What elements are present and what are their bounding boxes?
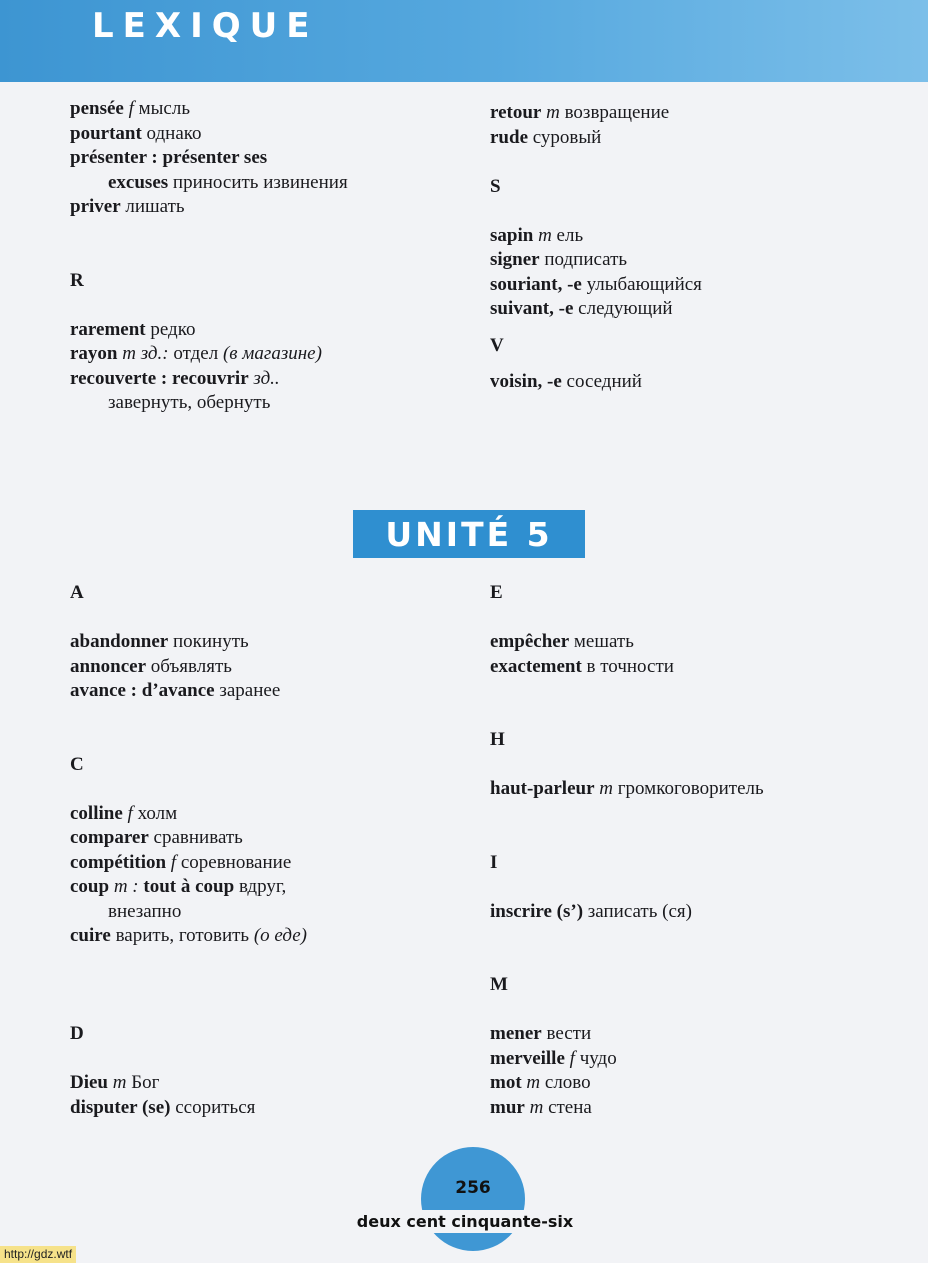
page-title: LEXIQUE	[92, 6, 319, 46]
glossary-entry: souriant, -e улыбающийся	[490, 273, 702, 295]
letter-heading: S	[490, 175, 501, 197]
page-number-circle	[421, 1147, 525, 1251]
glossary-entry-continuation: внезапно	[108, 900, 182, 922]
glossary-column-bottom-right	[490, 581, 910, 1120]
glossary-entry: recouverte : recouvrir зд..	[70, 367, 280, 389]
letter-heading: A	[70, 582, 84, 603]
glossary-entry: empêcher мешать	[490, 631, 634, 652]
glossary-entry: priver лишать	[70, 196, 185, 217]
glossary-entry: mur m стена	[490, 1096, 592, 1118]
glossary-entry: exactement в точности	[490, 655, 674, 677]
watermark-link[interactable]: http://gdz.wtf	[0, 1246, 76, 1263]
glossary-entry: retour m возвращение	[490, 102, 670, 123]
glossary-entry: voisin, -e соседний	[490, 371, 642, 392]
glossary-column-top-left	[70, 97, 470, 416]
letter-heading: M	[490, 974, 508, 995]
glossary-entry: colline f холм	[70, 802, 178, 824]
glossary-entry-continuation: завернуть, обернуть	[108, 392, 271, 413]
glossary-entry: abandonner покинуть	[70, 631, 249, 652]
glossary-entry: comparer сравнивать	[70, 827, 243, 848]
glossary-entry: rayon m зд.: отдел (в магазине)	[70, 343, 322, 364]
glossary-entry: pensée f мысль	[70, 98, 190, 119]
glossary-entry-continuation: excuses приносить извинения	[108, 171, 348, 193]
letter-heading: R	[70, 269, 84, 291]
unit-badge: UNITÉ 5	[353, 510, 585, 558]
letter-heading: C	[70, 753, 84, 775]
letter-heading: V	[490, 334, 504, 356]
glossary-entry: sapin m ель	[490, 224, 584, 246]
glossary-column-bottom-left	[70, 581, 470, 1120]
glossary-entry: disputer (se) ссориться	[70, 1096, 256, 1118]
glossary-entry: rarement редко	[70, 318, 196, 340]
glossary-entry: compétition f соревнование	[70, 851, 292, 873]
glossary-entry: signer подписать	[490, 249, 628, 270]
letter-heading: E	[490, 582, 503, 603]
glossary-entry: avance : d’avance заранее	[70, 680, 281, 701]
glossary-entry: Dieu m Бог	[70, 1072, 160, 1093]
letter-heading: H	[490, 729, 505, 750]
glossary-entry: mot m слово	[490, 1072, 591, 1093]
page-number-words: deux cent cinquante-six	[330, 1210, 600, 1233]
glossary-entry: rude суровый	[490, 126, 602, 148]
header-band	[0, 0, 928, 82]
glossary-entry: pourtant однако	[70, 122, 202, 144]
page-number: 256	[455, 1178, 491, 1198]
glossary-entry: présenter : présenter ses	[70, 147, 268, 168]
glossary-entry: annoncer объявлять	[70, 655, 232, 677]
glossary-entry: inscrire (s’) записать (ся)	[490, 900, 692, 922]
glossary-entry: merveille f чудо	[490, 1047, 617, 1069]
glossary-entry: cuire варить, готовить (о еде)	[70, 925, 307, 946]
glossary-column-top-right	[490, 101, 910, 395]
glossary-entry: suivant, -e следующий	[490, 298, 673, 319]
glossary-entry: haut-parleur m громкоговоритель	[490, 778, 764, 799]
letter-heading: I	[490, 851, 498, 873]
glossary-entry: mener вести	[490, 1023, 592, 1044]
letter-heading: D	[70, 1023, 84, 1044]
glossary-entry: coup m : tout à coup вдруг,	[70, 876, 287, 897]
